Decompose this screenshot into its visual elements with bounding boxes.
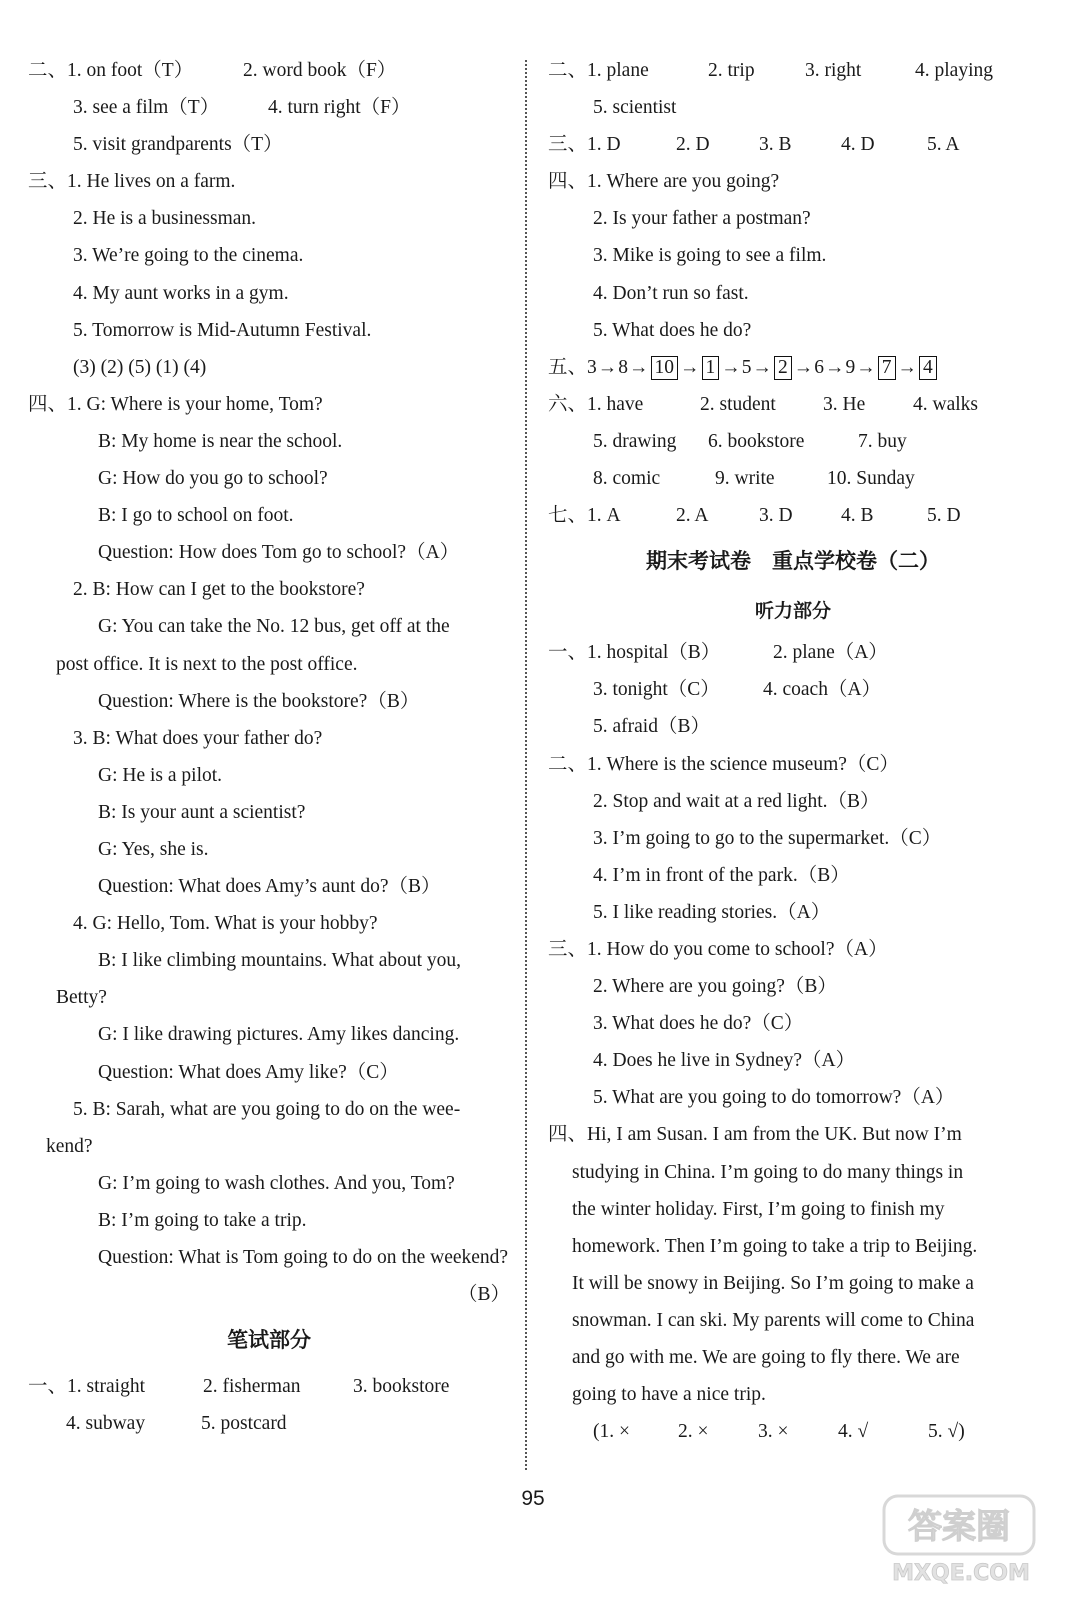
watermark-top: 答案圈 (908, 1507, 1010, 1547)
answer-line (548, 894, 1038, 931)
answer-segment: studying in China. I’m going to do many things in (572, 1161, 964, 1183)
answer-line (28, 312, 510, 349)
column-divider (525, 60, 527, 1470)
answer-segment: 二、1. Where is the science museum?（C） (548, 753, 899, 775)
answer-line (548, 708, 1038, 745)
answer-line (28, 1405, 510, 1442)
answer-segment: 5. visit grandparents（T） (73, 134, 283, 156)
answer-segment: 5. afraid（B） (593, 716, 710, 738)
answer-line (28, 1016, 510, 1053)
answer-segment: snowman. I can ski. My parents will come to China (572, 1309, 975, 1331)
sequence-prefix: 五、 (548, 356, 588, 378)
answer-segment: 6. bookstore (708, 430, 805, 452)
answer-segment: G: Yes, she is. (98, 838, 209, 860)
answer-segment: 2. × (678, 1421, 709, 1443)
answer-segment: B: Is your aunt a scientist? (98, 801, 306, 823)
answer-line (28, 831, 510, 868)
answer-line (548, 200, 1038, 237)
answer-line (548, 1302, 1038, 1339)
answer-line (28, 1091, 510, 1128)
answer-segment: B: I go to school on foot. (98, 505, 294, 527)
answer-segment: kend? (46, 1135, 93, 1157)
answer-segment: 3. We’re going to the cinema. (73, 245, 304, 267)
answer-line (548, 1413, 1038, 1450)
answer-segment: (1. × (593, 1421, 630, 1443)
answer-segment: 4. My aunt works in a gym. (73, 282, 289, 304)
answer-segment: 3. B: What does your father do? (73, 727, 323, 749)
answer-segment: 2. trip (708, 60, 755, 81)
answer-line (548, 820, 1038, 857)
answer-line (28, 1239, 510, 1276)
sequence-arrow: → (825, 356, 845, 378)
answer-line (548, 1265, 1038, 1302)
answer-segment: 5. drawing (593, 430, 677, 452)
answer-segment: 5. √) (928, 1421, 965, 1443)
answer-segment: going to have a nice trip. (572, 1384, 766, 1406)
answer-line (28, 386, 510, 423)
sequence-arrow: → (897, 356, 918, 378)
right-column (548, 52, 1038, 1450)
sequence-number: 5 (741, 356, 752, 378)
sequence-boxed-number: 1 (702, 356, 720, 380)
answer-segment: 3. bookstore (353, 1376, 450, 1398)
answer-segment: 5. Tomorrow is Mid-Autumn Festival. (73, 319, 372, 341)
sequence-boxed-number: 10 (651, 356, 679, 380)
answer-segment: the winter holiday. First, I’m going to finish my (572, 1198, 945, 1220)
answer-line (28, 423, 510, 460)
answer-segment: 2. A (676, 505, 709, 527)
answer-segment: 3. What does he do?（C） (593, 1013, 804, 1035)
answer-segment: Question: How does Tom go to school?（A） (98, 542, 460, 564)
answer-segment: 3. B (759, 134, 792, 156)
answer-line (28, 757, 510, 794)
answer-segment: 4. playing (915, 60, 993, 81)
answer-segment: 4. I’m in front of the park.（B） (593, 864, 850, 886)
sequence-arrow: → (597, 356, 618, 378)
answer-segment: 3. He (823, 393, 866, 415)
answer-line (28, 905, 510, 942)
page-number: 95 (521, 1487, 545, 1510)
answer-line (548, 671, 1038, 708)
answer-segment: 二、1. on foot（T） (28, 60, 194, 81)
answer-segment: G: How do you go to school? (98, 468, 328, 490)
watermark-bottom: MXQE.COM (892, 1561, 1030, 1586)
answer-line (28, 349, 510, 386)
answer-line (28, 1054, 510, 1091)
answer-segment: 4. D (841, 134, 875, 156)
answer-line (28, 979, 510, 1016)
answer-line (28, 720, 510, 757)
answer-segment: 4. turn right（F） (268, 97, 411, 119)
answer-segment: 2. fisherman (203, 1376, 301, 1398)
answer-segment: 3. tonight（C） (593, 679, 720, 701)
answer-segment: 四、1. Where are you going? (548, 171, 780, 193)
answer-line (548, 1005, 1038, 1042)
answer-segment: G: I like drawing pictures. Amy likes dancing. (98, 1024, 460, 1046)
answer-line (548, 931, 1038, 968)
answer-line (548, 1079, 1038, 1116)
answer-line (28, 1128, 510, 1165)
answer-line (28, 1202, 510, 1239)
answer-line (28, 163, 510, 200)
answer-line (548, 1191, 1038, 1228)
answer-segment: 5. What does he do? (593, 319, 752, 341)
answer-segment: 5. postcard (201, 1413, 287, 1435)
sequence-number: 6 (814, 356, 825, 378)
answer-segment: 六、1. have (548, 393, 644, 415)
watermark-logo (876, 1490, 1046, 1590)
sequence-arrow: → (856, 356, 876, 378)
answer-segment: 4. subway (66, 1413, 146, 1435)
answer-segment: G: You can take the No. 12 bus, get off at the (98, 616, 450, 638)
answer-segment: 四、1. G: Where is your home, Tom? (28, 393, 323, 415)
answer-segment: Betty? (56, 987, 107, 1009)
answer-segment: 2. student (700, 393, 776, 415)
answer-line (28, 646, 510, 683)
answer-segment: 5. I like reading stories.（A） (593, 901, 831, 923)
answer-line (548, 423, 1038, 460)
answer-line (548, 783, 1038, 820)
answer-line (548, 497, 1038, 534)
sequence-arrow: → (752, 356, 773, 378)
answer-segment: 2. D (676, 134, 710, 156)
answer-line (28, 200, 510, 237)
answer-line (28, 608, 510, 645)
answer-line (28, 126, 510, 163)
answer-segment: 3. D (759, 505, 793, 527)
answer-segment: Question: What does Amy’s aunt do?（B） (98, 876, 441, 898)
answer-line (548, 237, 1038, 274)
sequence-number: 3 (587, 356, 597, 378)
answer-segment: B: I like climbing mountains. What about you, (98, 950, 462, 972)
answer-line (28, 237, 510, 274)
answer-line (28, 497, 510, 534)
answer-segment: 三、1. D (548, 134, 621, 156)
answer-line (28, 571, 510, 608)
answer-line (548, 1042, 1038, 1079)
answer-segment: 四、Hi, I am Susan. I am from the UK. But now I’m (548, 1124, 962, 1146)
answer-segment: 2. Stop and wait at a red light.（B） (593, 790, 880, 812)
answer-segment: 二、1. plane (548, 60, 649, 81)
answer-segment: 5. D (927, 505, 961, 527)
answer-line (548, 89, 1038, 126)
answer-line (548, 349, 1038, 386)
answer-segment: 2. He is a businessman. (73, 208, 257, 230)
answer-line (548, 1339, 1038, 1376)
answer-segment: G: I’m going to wash clothes. And you, Tom? (98, 1172, 455, 1194)
sequence-arrow: → (629, 356, 649, 378)
answer-segment: 一、1. straight (28, 1376, 145, 1398)
answer-segment: 5. scientist (593, 97, 677, 119)
answer-line (28, 683, 510, 720)
answer-segment: 8. comic (593, 468, 661, 490)
answer-line (28, 1165, 510, 1202)
section-heading: 期末考试卷 重点学校卷（二） (646, 550, 940, 574)
answer-segment: （B） (457, 1284, 510, 1306)
answer-line (28, 534, 510, 571)
answer-line (548, 52, 1038, 89)
answer-segment: 4. coach（A） (763, 679, 882, 701)
answer-segment: Question: What is Tom going to do on the weekend? (98, 1247, 509, 1268)
answer-line (28, 1276, 510, 1313)
sequence-boxed-number: 4 (919, 356, 937, 380)
answer-segment: 4. √ (838, 1421, 869, 1443)
section-heading: 笔试部分 (227, 1329, 311, 1353)
answer-line (548, 1376, 1038, 1413)
left-column (28, 52, 510, 1442)
answer-segment: 3. × (758, 1421, 789, 1443)
answer-line (548, 386, 1038, 423)
answer-line (28, 460, 510, 497)
answer-segment: 5. B: Sarah, what are you going to do on the wee- (73, 1098, 461, 1120)
answer-line (28, 942, 510, 979)
answer-segment: (3) (2) (5) (1) (4) (73, 356, 207, 378)
sequence-number: 8 (618, 356, 629, 378)
answer-segment: 七、1. A (548, 505, 621, 527)
answer-segment: B: I’m going to take a trip. (98, 1209, 307, 1231)
answer-segment: 4. B (841, 505, 874, 527)
sequence-arrow: → (793, 356, 814, 378)
answer-segment: 3. right (805, 60, 862, 81)
answer-line (548, 1228, 1038, 1265)
answer-segment: post office. It is next to the post office. (56, 653, 358, 675)
answer-line (548, 968, 1038, 1005)
answer-segment: 10. Sunday (827, 468, 915, 490)
answer-segment: 2. B: How can I get to the bookstore? (73, 579, 365, 601)
answer-segment: homework. Then I’m going to take a trip to Beijing. (572, 1235, 978, 1257)
answer-segment: 3. see a film（T） (73, 97, 220, 119)
answer-line (28, 868, 510, 905)
answer-segment: Question: What does Amy like?（C） (98, 1061, 399, 1083)
answer-segment: Question: Where is the bookstore?（B） (98, 690, 420, 712)
answer-line (548, 163, 1038, 200)
answer-segment: 2. plane（A） (773, 642, 888, 664)
answer-segment: 2. Where are you going?（B） (593, 976, 837, 998)
answer-line (548, 1116, 1038, 1153)
answer-segment: B: My home is near the school. (98, 430, 343, 452)
answer-line (548, 1154, 1038, 1191)
answer-segment: 三、1. He lives on a farm. (28, 171, 236, 193)
answer-segment: 4. walks (913, 393, 978, 415)
answer-segment: 9. write (715, 468, 775, 490)
answer-segment: 5. A (927, 134, 960, 156)
sequence-arrow: → (680, 356, 700, 378)
answer-segment: 3. Mike is going to see a film. (593, 245, 827, 267)
answer-line (548, 275, 1038, 312)
sequence-boxed-number: 2 (774, 356, 792, 380)
answer-segment: 5. What are you going to do tomorrow?（A） (593, 1087, 955, 1109)
sequence-number: 9 (845, 356, 856, 378)
answer-segment: 7. buy (858, 430, 907, 452)
sequence-arrow: → (721, 356, 741, 378)
answer-segment: 三、1. How do you come to school?（A） (548, 938, 888, 960)
sequence-boxed-number: 7 (878, 356, 896, 380)
answer-line (28, 275, 510, 312)
answer-line (548, 634, 1038, 671)
answer-segment: 4. Don’t run so fast. (593, 282, 749, 304)
answer-segment: 4. G: Hello, Tom. What is your hobby? (73, 913, 378, 935)
answer-line (548, 746, 1038, 783)
answer-line (548, 126, 1038, 163)
answer-segment: 4. Does he live in Sydney?（A） (593, 1050, 856, 1072)
answer-segment: It will be snowy in Beijing. So I’m going to make a (572, 1272, 974, 1294)
answer-segment: 3. I’m going to go to the supermarket.（C） (593, 827, 942, 849)
answer-line (28, 794, 510, 831)
answer-line (548, 312, 1038, 349)
answer-segment: and go with me. We are going to fly there. We are (572, 1347, 960, 1368)
answer-line (28, 1368, 510, 1405)
answer-segment: G: He is a pilot. (98, 764, 223, 786)
answer-line (28, 89, 510, 126)
answer-line (548, 857, 1038, 894)
answer-segment: 2. word book（F） (243, 60, 397, 81)
answer-segment: 2. Is your father a postman? (593, 208, 811, 230)
answer-line (548, 460, 1038, 497)
section-subheading: 听力部分 (754, 601, 831, 623)
answer-segment: 一、1. hospital（B） (548, 642, 721, 664)
answer-line (28, 52, 510, 89)
